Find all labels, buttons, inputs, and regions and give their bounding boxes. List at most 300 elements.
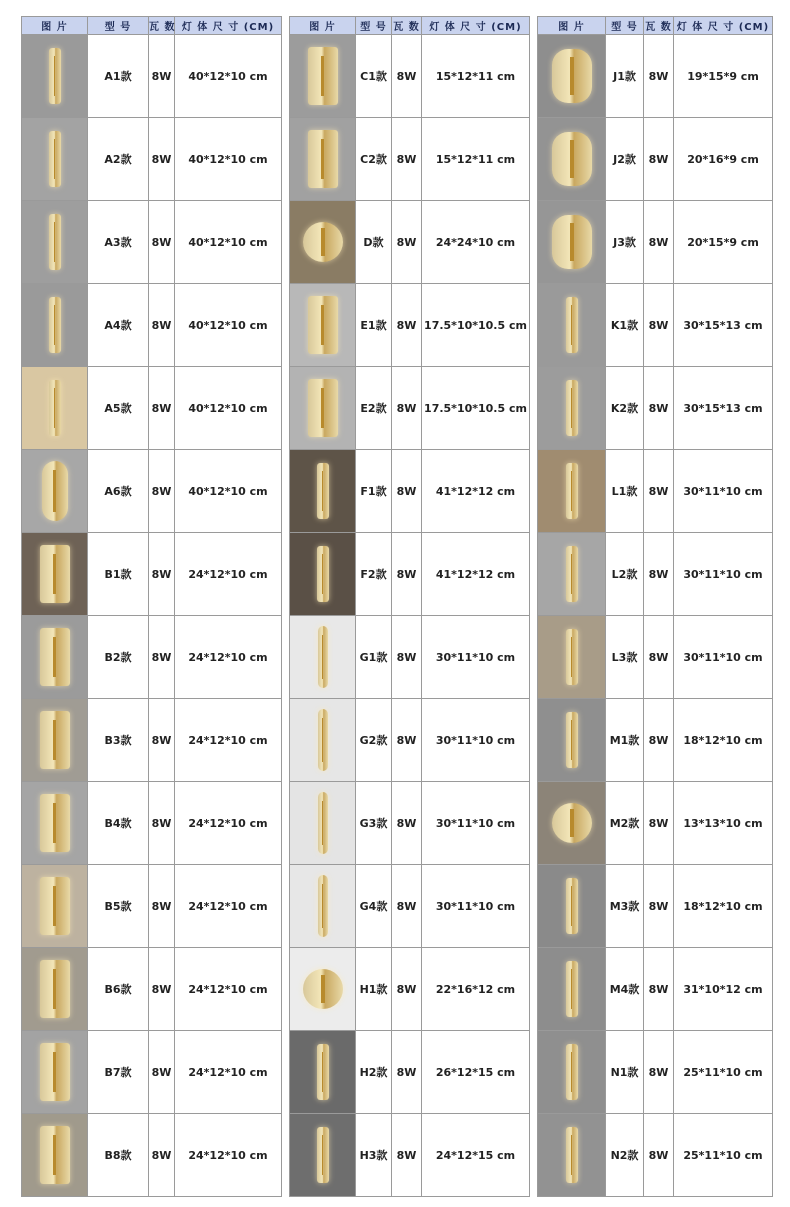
wall-lamp-photo <box>22 533 87 615</box>
wattage-cell: 8W <box>149 782 175 865</box>
product-image <box>290 865 356 948</box>
wall-lamp-photo <box>22 948 87 1030</box>
size-cell: 30*15*13 cm <box>674 367 773 450</box>
size-cell: 22*16*12 cm <box>422 948 530 1031</box>
wall-lamp-photo <box>290 948 355 1030</box>
wall-lamp-icon <box>552 132 592 186</box>
header-model: 型 号 <box>606 17 644 35</box>
size-cell: 25*11*10 cm <box>674 1114 773 1197</box>
model-cell: M2款 <box>606 782 644 865</box>
wall-lamp-photo <box>538 616 605 698</box>
wattage-cell: 8W <box>149 35 175 118</box>
size-cell: 24*12*10 cm <box>175 948 282 1031</box>
wall-lamp-icon <box>566 380 578 436</box>
table-row <box>538 118 773 201</box>
model-cell: G2款 <box>356 699 392 782</box>
wattage-cell: 8W <box>149 450 175 533</box>
product-image <box>538 699 606 782</box>
wattage-cell: 8W <box>392 450 422 533</box>
wall-lamp-photo <box>290 699 355 781</box>
wall-lamp-photo <box>22 118 87 200</box>
model-cell: H1款 <box>356 948 392 1031</box>
model-cell: C1款 <box>356 35 392 118</box>
model-cell: E2款 <box>356 367 392 450</box>
table-row <box>290 616 530 699</box>
header-picture: 图 片 <box>290 17 356 35</box>
table-row <box>290 865 530 948</box>
wall-lamp-photo <box>22 1031 87 1113</box>
header-wattage: 瓦 数 <box>392 17 422 35</box>
wall-lamp-icon <box>552 215 592 269</box>
size-cell: 24*12*10 cm <box>175 1031 282 1114</box>
model-cell: E1款 <box>356 284 392 367</box>
wall-lamp-photo <box>22 616 87 698</box>
wattage-cell: 8W <box>392 699 422 782</box>
model-cell: K1款 <box>606 284 644 367</box>
model-cell: G1款 <box>356 616 392 699</box>
model-cell: A6款 <box>88 450 149 533</box>
wall-lamp-icon <box>40 545 70 603</box>
size-cell: 30*11*10 cm <box>422 616 530 699</box>
wall-lamp-icon <box>317 463 329 519</box>
wall-lamp-photo <box>290 865 355 947</box>
model-cell: B8款 <box>88 1114 149 1197</box>
wall-lamp-icon <box>566 463 578 519</box>
wattage-cell: 8W <box>644 699 674 782</box>
model-cell: L1款 <box>606 450 644 533</box>
model-cell: M3款 <box>606 865 644 948</box>
table-row <box>22 699 282 782</box>
wattage-cell: 8W <box>392 1114 422 1197</box>
wall-lamp-photo <box>290 284 355 366</box>
product-image <box>538 450 606 533</box>
size-cell: 13*13*10 cm <box>674 782 773 865</box>
model-cell: B1款 <box>88 533 149 616</box>
wattage-cell: 8W <box>392 367 422 450</box>
model-cell: B2款 <box>88 616 149 699</box>
product-image <box>290 1031 356 1114</box>
product-image <box>538 1031 606 1114</box>
wall-lamp-photo <box>538 118 605 200</box>
table-row <box>22 450 282 533</box>
product-image <box>290 118 356 201</box>
wall-lamp-photo <box>290 367 355 449</box>
product-image <box>22 35 88 118</box>
product-image <box>538 865 606 948</box>
wall-lamp-photo <box>538 1031 605 1113</box>
size-cell: 30*15*13 cm <box>674 284 773 367</box>
model-cell: A5款 <box>88 367 149 450</box>
model-cell: F1款 <box>356 450 392 533</box>
product-image <box>538 616 606 699</box>
wall-lamp-icon <box>40 877 70 935</box>
wall-lamp-icon <box>566 546 578 602</box>
wall-lamp-icon <box>49 48 61 104</box>
size-cell: 30*11*10 cm <box>674 450 773 533</box>
table-row <box>538 284 773 367</box>
wall-lamp-icon <box>566 878 578 934</box>
wall-lamp-icon <box>566 961 578 1017</box>
model-cell: L2款 <box>606 533 644 616</box>
size-cell: 25*11*10 cm <box>674 1031 773 1114</box>
product-image <box>22 284 88 367</box>
product-table-2 <box>289 16 530 1197</box>
table-row <box>290 284 530 367</box>
table-row <box>22 118 282 201</box>
wall-lamp-icon <box>317 1044 329 1100</box>
wall-lamp-icon <box>566 712 578 768</box>
size-cell: 24*24*10 cm <box>422 201 530 284</box>
table-row <box>538 782 773 865</box>
product-image <box>290 367 356 450</box>
wall-lamp-icon <box>42 461 68 521</box>
wall-lamp-icon <box>308 296 338 354</box>
wall-lamp-photo <box>538 450 605 532</box>
size-cell: 30*11*10 cm <box>422 865 530 948</box>
wall-lamp-icon <box>40 1043 70 1101</box>
header-row <box>22 17 282 35</box>
wall-lamp-icon <box>40 960 70 1018</box>
table-row <box>538 1031 773 1114</box>
model-cell: G4款 <box>356 865 392 948</box>
wall-lamp-icon <box>40 628 70 686</box>
model-cell: A2款 <box>88 118 149 201</box>
table-row <box>22 533 282 616</box>
product-image <box>538 782 606 865</box>
product-image <box>290 284 356 367</box>
wattage-cell: 8W <box>644 367 674 450</box>
header-wattage: 瓦 数 <box>149 17 175 35</box>
table-row <box>538 35 773 118</box>
wall-lamp-icon <box>303 222 343 262</box>
model-cell: C2款 <box>356 118 392 201</box>
product-image <box>22 1031 88 1114</box>
product-image <box>22 616 88 699</box>
wall-lamp-icon <box>317 546 329 602</box>
wattage-cell: 8W <box>149 533 175 616</box>
model-cell: A1款 <box>88 35 149 118</box>
wall-lamp-photo <box>22 699 87 781</box>
size-cell: 40*12*10 cm <box>175 284 282 367</box>
wall-lamp-icon <box>40 1126 70 1184</box>
table-row <box>290 699 530 782</box>
table-row <box>290 948 530 1031</box>
wall-lamp-photo <box>22 284 87 366</box>
size-cell: 24*12*15 cm <box>422 1114 530 1197</box>
header-size: 灯 体 尺 寸 (CM) <box>175 17 282 35</box>
size-cell: 26*12*15 cm <box>422 1031 530 1114</box>
model-cell: M4款 <box>606 948 644 1031</box>
wall-lamp-icon <box>552 49 592 103</box>
wall-lamp-photo <box>538 948 605 1030</box>
product-image <box>290 699 356 782</box>
size-cell: 41*12*12 cm <box>422 533 530 616</box>
wattage-cell: 8W <box>149 1114 175 1197</box>
wall-lamp-icon <box>308 47 338 105</box>
wall-lamp-icon <box>318 709 328 771</box>
size-cell: 20*15*9 cm <box>674 201 773 284</box>
wall-lamp-icon <box>40 794 70 852</box>
wattage-cell: 8W <box>644 284 674 367</box>
wall-lamp-icon <box>49 131 61 187</box>
wattage-cell: 8W <box>644 865 674 948</box>
wall-lamp-photo <box>22 450 87 532</box>
size-cell: 30*11*10 cm <box>674 616 773 699</box>
wattage-cell: 8W <box>392 616 422 699</box>
table-row <box>538 948 773 1031</box>
wall-lamp-photo <box>290 1031 355 1113</box>
size-cell: 41*12*12 cm <box>422 450 530 533</box>
table-row <box>22 865 282 948</box>
product-image <box>538 201 606 284</box>
table-row <box>538 865 773 948</box>
wattage-cell: 8W <box>644 948 674 1031</box>
model-cell: B4款 <box>88 782 149 865</box>
table-row <box>22 1114 282 1197</box>
wattage-cell: 8W <box>644 782 674 865</box>
wattage-cell: 8W <box>149 367 175 450</box>
wall-lamp-photo <box>538 367 605 449</box>
wattage-cell: 8W <box>644 35 674 118</box>
model-cell: B6款 <box>88 948 149 1031</box>
table-row <box>538 367 773 450</box>
table-row <box>290 782 530 865</box>
model-cell: J3款 <box>606 201 644 284</box>
size-cell: 30*11*10 cm <box>422 699 530 782</box>
size-cell: 15*12*11 cm <box>422 35 530 118</box>
wattage-cell: 8W <box>644 118 674 201</box>
model-cell: A4款 <box>88 284 149 367</box>
table-row <box>22 367 282 450</box>
model-cell: N2款 <box>606 1114 644 1197</box>
product-image <box>290 948 356 1031</box>
model-cell: F2款 <box>356 533 392 616</box>
product-image <box>22 865 88 948</box>
header-model: 型 号 <box>88 17 149 35</box>
product-image <box>22 782 88 865</box>
model-cell: M1款 <box>606 699 644 782</box>
product-table-3 <box>537 16 773 1197</box>
wall-lamp-photo <box>290 201 355 283</box>
size-cell: 24*12*10 cm <box>175 616 282 699</box>
wattage-cell: 8W <box>644 201 674 284</box>
model-cell: D款 <box>356 201 392 284</box>
size-cell: 40*12*10 cm <box>175 118 282 201</box>
model-cell: H2款 <box>356 1031 392 1114</box>
table-row <box>538 616 773 699</box>
wall-lamp-icon <box>49 380 61 436</box>
product-image <box>290 1114 356 1197</box>
size-cell: 18*12*10 cm <box>674 865 773 948</box>
wall-lamp-photo <box>538 201 605 283</box>
wall-lamp-photo <box>538 533 605 615</box>
wattage-cell: 8W <box>392 533 422 616</box>
table-row <box>22 1031 282 1114</box>
wattage-cell: 8W <box>149 699 175 782</box>
wall-lamp-icon <box>318 626 328 688</box>
product-image <box>290 533 356 616</box>
model-cell: K2款 <box>606 367 644 450</box>
table-row <box>22 201 282 284</box>
table-row <box>538 201 773 284</box>
wall-lamp-photo <box>22 782 87 864</box>
size-cell: 20*16*9 cm <box>674 118 773 201</box>
table-row <box>290 367 530 450</box>
wall-lamp-photo <box>538 35 605 117</box>
product-image <box>538 118 606 201</box>
product-image <box>22 533 88 616</box>
wattage-cell: 8W <box>149 284 175 367</box>
wall-lamp-icon <box>317 1127 329 1183</box>
wattage-cell: 8W <box>149 118 175 201</box>
wall-lamp-photo <box>538 782 605 864</box>
wall-lamp-photo <box>290 782 355 864</box>
model-cell: G3款 <box>356 782 392 865</box>
wall-lamp-icon <box>566 297 578 353</box>
product-image <box>538 367 606 450</box>
table-row <box>290 1114 530 1197</box>
size-cell: 24*12*10 cm <box>175 699 282 782</box>
wall-lamp-icon <box>566 1127 578 1183</box>
header-row <box>290 17 530 35</box>
size-cell: 19*15*9 cm <box>674 35 773 118</box>
product-image <box>290 616 356 699</box>
wall-lamp-photo <box>290 1114 355 1196</box>
model-cell: B5款 <box>88 865 149 948</box>
header-size: 灯 体 尺 寸 (CM) <box>674 17 773 35</box>
wattage-cell: 8W <box>392 782 422 865</box>
wall-lamp-photo <box>22 201 87 283</box>
wattage-cell: 8W <box>644 1114 674 1197</box>
table-row <box>290 118 530 201</box>
size-cell: 40*12*10 cm <box>175 35 282 118</box>
model-cell: L3款 <box>606 616 644 699</box>
size-cell: 31*10*12 cm <box>674 948 773 1031</box>
wall-lamp-photo <box>22 367 87 449</box>
table-row <box>22 616 282 699</box>
wall-lamp-icon <box>552 803 592 843</box>
wattage-cell: 8W <box>149 948 175 1031</box>
product-image <box>22 201 88 284</box>
product-image <box>538 284 606 367</box>
wattage-cell: 8W <box>149 201 175 284</box>
wattage-cell: 8W <box>644 450 674 533</box>
header-model: 型 号 <box>356 17 392 35</box>
wall-lamp-icon <box>318 875 328 937</box>
size-cell: 40*12*10 cm <box>175 450 282 533</box>
model-cell: J2款 <box>606 118 644 201</box>
product-image <box>22 1114 88 1197</box>
header-wattage: 瓦 数 <box>644 17 674 35</box>
wall-lamp-icon <box>308 379 338 437</box>
wattage-cell: 8W <box>644 1031 674 1114</box>
size-cell: 30*11*10 cm <box>674 533 773 616</box>
size-cell: 17.5*10*10.5 cm <box>422 367 530 450</box>
product-image <box>22 367 88 450</box>
wall-lamp-icon <box>566 1044 578 1100</box>
wall-lamp-photo <box>538 699 605 781</box>
wattage-cell: 8W <box>644 533 674 616</box>
wattage-cell: 8W <box>392 1031 422 1114</box>
product-image <box>22 699 88 782</box>
product-image <box>290 782 356 865</box>
wattage-cell: 8W <box>392 201 422 284</box>
size-cell: 15*12*11 cm <box>422 118 530 201</box>
wattage-cell: 8W <box>149 865 175 948</box>
wall-lamp-icon <box>40 711 70 769</box>
wall-lamp-photo <box>290 616 355 698</box>
wall-lamp-photo <box>290 118 355 200</box>
header-picture: 图 片 <box>538 17 606 35</box>
size-cell: 30*11*10 cm <box>422 782 530 865</box>
wall-lamp-photo <box>538 865 605 947</box>
wattage-cell: 8W <box>392 284 422 367</box>
size-cell: 18*12*10 cm <box>674 699 773 782</box>
product-image <box>290 201 356 284</box>
product-image <box>22 948 88 1031</box>
wattage-cell: 8W <box>149 616 175 699</box>
wall-lamp-icon <box>49 297 61 353</box>
table-row <box>538 533 773 616</box>
size-cell: 17.5*10*10.5 cm <box>422 284 530 367</box>
header-picture: 图 片 <box>22 17 88 35</box>
wall-lamp-icon <box>318 792 328 854</box>
model-cell: H3款 <box>356 1114 392 1197</box>
size-cell: 24*12*10 cm <box>175 865 282 948</box>
product-image <box>538 948 606 1031</box>
header-row <box>538 17 773 35</box>
size-cell: 24*12*10 cm <box>175 782 282 865</box>
table-row <box>290 35 530 118</box>
model-cell: J1款 <box>606 35 644 118</box>
table-row <box>290 1031 530 1114</box>
wall-lamp-icon <box>303 969 343 1009</box>
product-image <box>290 35 356 118</box>
wall-lamp-photo <box>22 35 87 117</box>
table-row <box>538 699 773 782</box>
model-cell: N1款 <box>606 1031 644 1114</box>
product-image <box>538 1114 606 1197</box>
wall-lamp-photo <box>290 450 355 532</box>
model-cell: A3款 <box>88 201 149 284</box>
product-image <box>538 35 606 118</box>
table-row <box>22 284 282 367</box>
product-image <box>22 450 88 533</box>
table-row <box>22 782 282 865</box>
wall-lamp-photo <box>290 533 355 615</box>
header-size: 灯 体 尺 寸 (CM) <box>422 17 530 35</box>
wall-lamp-icon <box>49 214 61 270</box>
wall-lamp-icon <box>308 130 338 188</box>
wattage-cell: 8W <box>392 35 422 118</box>
wattage-cell: 8W <box>149 1031 175 1114</box>
table-row <box>290 450 530 533</box>
product-image <box>290 450 356 533</box>
wall-lamp-photo <box>22 865 87 947</box>
size-cell: 24*12*10 cm <box>175 533 282 616</box>
table-row <box>290 201 530 284</box>
wall-lamp-photo <box>538 284 605 366</box>
model-cell: B7款 <box>88 1031 149 1114</box>
table-row <box>538 450 773 533</box>
model-cell: B3款 <box>88 699 149 782</box>
size-cell: 40*12*10 cm <box>175 367 282 450</box>
wattage-cell: 8W <box>392 865 422 948</box>
wattage-cell: 8W <box>392 948 422 1031</box>
product-table-1 <box>21 16 282 1197</box>
wall-lamp-photo <box>22 1114 87 1196</box>
product-image <box>538 533 606 616</box>
